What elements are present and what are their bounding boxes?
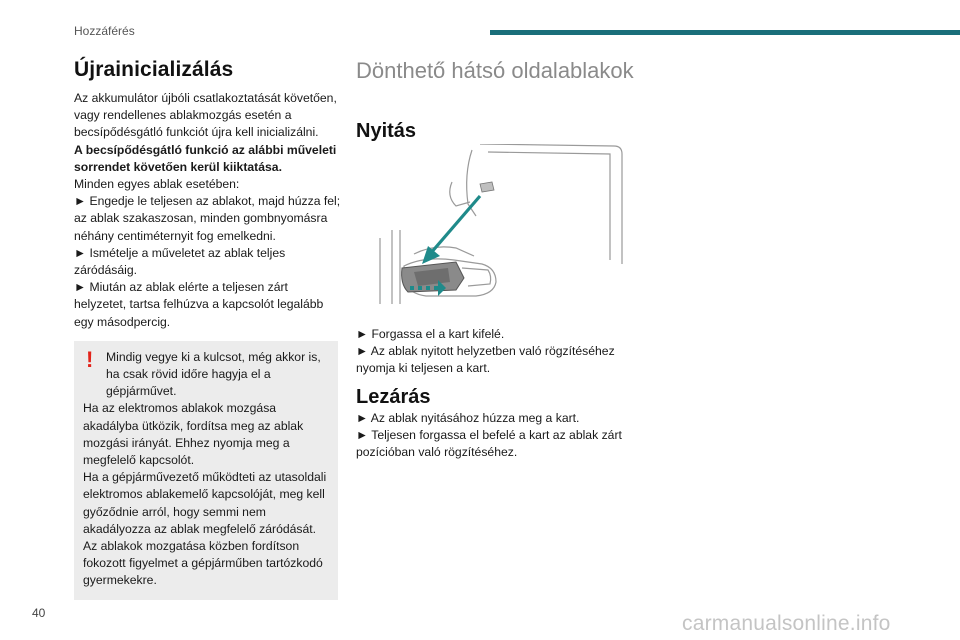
opening-title: Nyitás xyxy=(356,120,417,142)
closing-step: ► Az ablak nyitásához húzza meg a kart. xyxy=(356,411,580,425)
header-section-title: Hozzáférés xyxy=(74,24,135,38)
reinit-intro: Az akkumulátor újbóli csatlakoztatását követően, vagy rendellenes ablakmozgás esetén a becsípődésgátló funkciót újra kell inicializálni. xyxy=(74,91,337,140)
opening-step: ► Forgassa el a kart kifelé. xyxy=(356,327,505,341)
reinit-step: ► Engedje le teljesen az ablakot, majd húzza fel; az ablak szakaszosan, minden gombnyomásra néhány centiméternyit fog emelkedni. xyxy=(74,194,341,243)
reinit-bold-notice: A becsípődésgátló funkció az alábbi műveleti sorrendet követően kerül kiiktatása. xyxy=(74,142,337,174)
exclamation-icon: ! xyxy=(86,346,94,372)
right-column xyxy=(356,58,636,460)
warning-box xyxy=(74,341,338,600)
window-latch-illustration xyxy=(364,144,624,304)
left-column xyxy=(74,58,342,600)
reinit-lead: Minden egyes ablak esetében: xyxy=(74,177,240,192)
closing-steps xyxy=(356,410,626,462)
warning-paragraph: Ha a gépjárművezető működteti az utasoldali elektromos ablakemelő kapcsolóját, meg kell győződnie arról, hogy semmi nem akadályozza az ablak megfelelő záródását. xyxy=(83,470,327,536)
watermark-link[interactable]: carmanualsonline.info xyxy=(682,612,891,635)
closing-title: Lezárás xyxy=(356,386,431,408)
warning-paragraph: Az ablakok mozgatása közben fordítson fokozott figyelmet a gépjárműben tartózkodó gyermekekre. xyxy=(83,539,323,588)
reinit-step: ► Ismételje a műveletet az ablak teljes záródásáig. xyxy=(74,245,286,278)
reinit-step: ► Miután az ablak elérte a teljesen zárt helyzetet, tartsa felhúzva a kapcsolót legalább egy másodpercig. xyxy=(74,280,324,329)
header-accent-bar xyxy=(490,30,960,35)
warning-paragraph: Ha az elektromos ablakok mozgása akadályba ütközik, fordítsa meg az ablak mozgási irányát. Ehhez nyomja meg a megfelelő kapcsolót. xyxy=(83,401,304,468)
opening-steps xyxy=(356,326,626,378)
reinit-title: Újrainicializálás xyxy=(74,58,234,81)
chapter-title: Dönthető hátsó oldalablakok xyxy=(356,58,634,83)
page-number: 40 xyxy=(32,606,46,620)
closing-step: ► Teljesen forgassa el befelé a kart az ablak zárt pozícióban való rögzítéséhez. xyxy=(356,428,622,460)
opening-step: ► Az ablak nyitott helyzetben való rögzítéséhez nyomja ki teljesen a kart. xyxy=(356,344,615,376)
warning-paragraph: Mindig vegye ki a kulcsot, még akkor is, ha csak rövid időre hagyja el a gépjárművet. xyxy=(106,349,321,399)
reinit-body xyxy=(74,90,342,331)
